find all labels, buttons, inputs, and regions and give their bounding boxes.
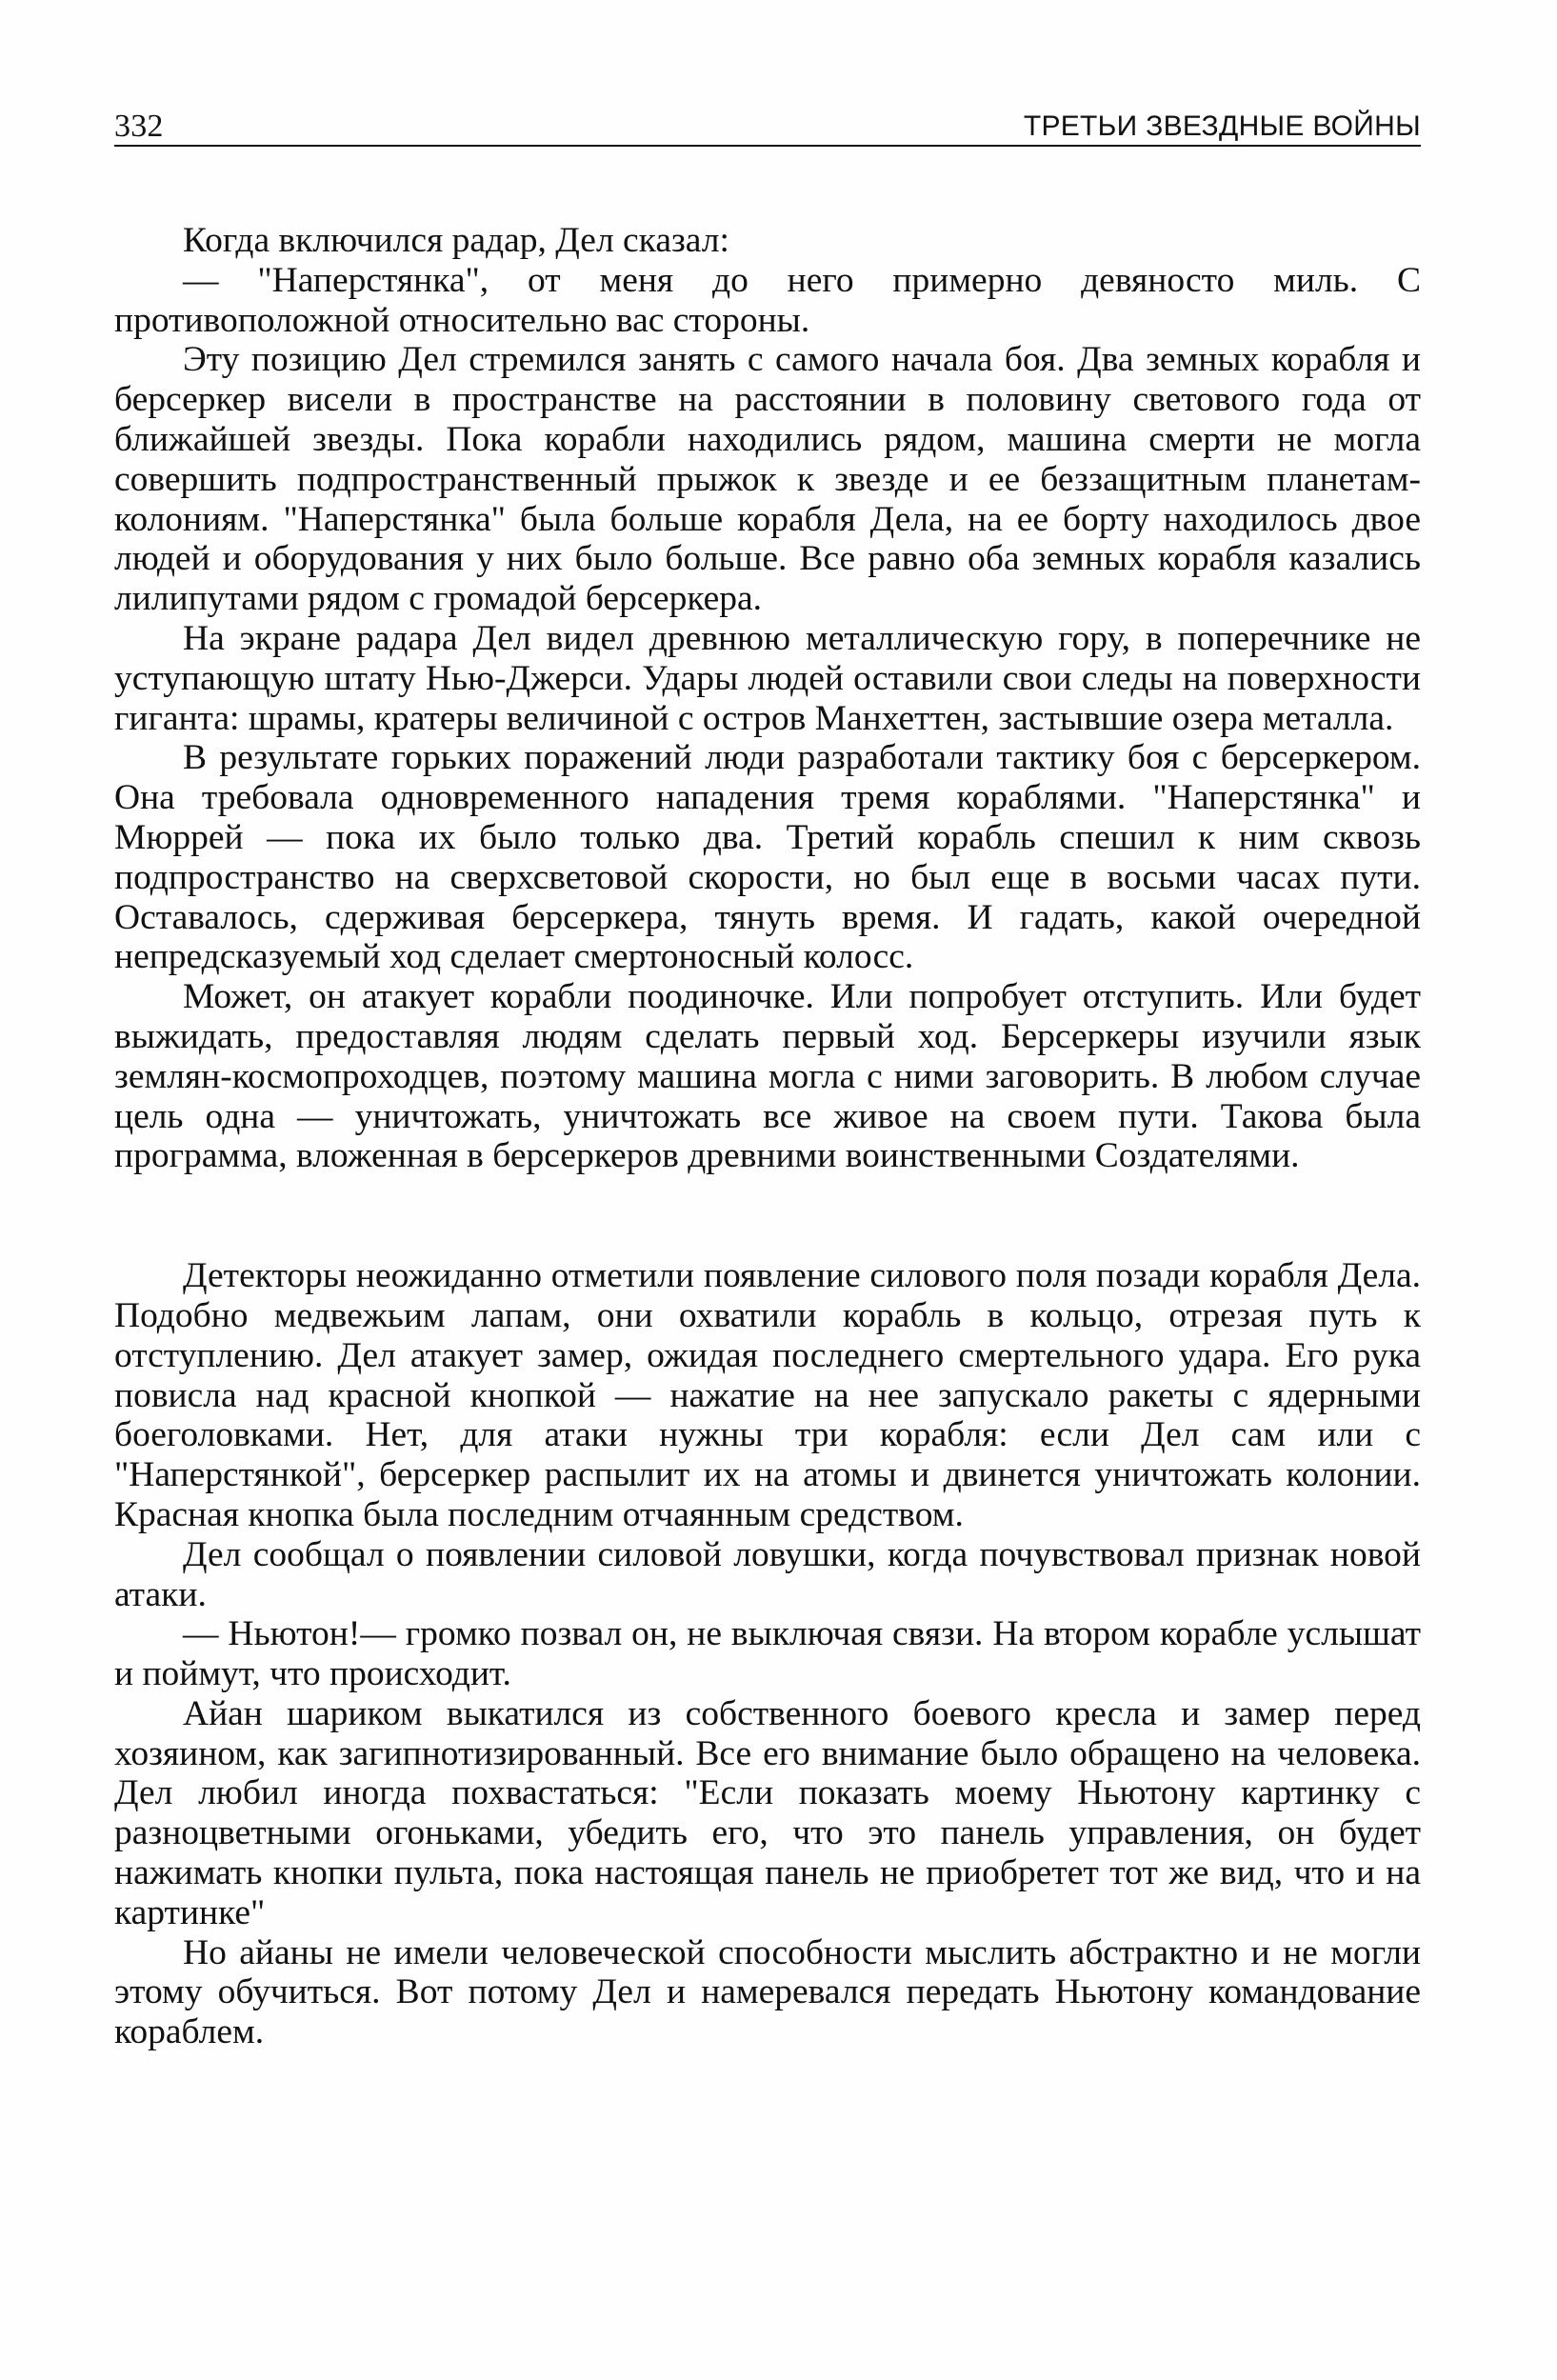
paragraph: Но айаны не имели человеческой способности мыслить абстрактно и не могли этому обучиться. Вот потому Дел и намеревался передать Ньютону командование кораблем. [114, 1932, 1421, 2052]
page-number: 332 [114, 109, 164, 144]
paragraph: Айан шариком выкатился из собственного боевого кресла и замер перед хозяином, как загипнотизированный. Все его внимание было обращено на человека. Дел любил иногда похвастаться: "Если показать моему Ньютону картинку с разноцветными огоньками, убедить его, что это панель управления, он будет нажимать кнопки пульта, пока настоящая панель не приобретет тот же вид, что и на картинке" [114, 1693, 1421, 1932]
paragraph: Детекторы неожиданно отметили появление силового поля позади корабля Дела. Подобно медвежьим лапам, они охватили корабль в кольцо, отрезая путь к отступлению. Дел атакует замер, ожидая последнего смертельного удара. Его рука повисла над красной кнопкой — нажатие на нее запускало ракеты с ядерными боеголовками. Нет, для атаки нужны три корабля: если Дел сам или с "Наперстянкой", берсеркер распылит их на атомы и двинется уничтожать колонии. Красная кнопка была последним отчаянным средством. [114, 1256, 1421, 1534]
paragraph: Дел сообщал о появлении силовой ловушки, когда почувствовал признак новой атаки. [114, 1534, 1421, 1614]
body-text [114, 221, 1421, 2052]
paragraph: Может, он атакует корабли поодиночке. Или попробует отступить. Или будет выжидать, предоставляя людям сделать первый ход. Берсеркеры изучили язык землян-космопроходцев, поэтому машина могла с ними заговорить. В любом случае цель одна — уничтожать, уничтожать все живое на своем пути. Такова была программа, вложенная в берсеркеров древними воинственными Создателями. [114, 977, 1421, 1176]
section-break [114, 1176, 1421, 1256]
paragraph: Эту позицию Дел стремился занять с самого начала боя. Два земных корабля и берсеркер висели в пространстве на расстоянии в половину светового года от ближайшей звезды. Пока корабли находились рядом, машина смерти не могла совершить подпространственный прыжок к звезде и ее беззащитным планетам-колониям. "Наперстянка" была больше корабля Дела, на ее борту находилось двое людей и оборудования у них было больше. Все равно оба земных корабля казались лилипутами рядом с громадой берсеркера. [114, 340, 1421, 619]
running-header [114, 101, 1421, 147]
paragraph: — Ньютон!— громко позвал он, не выключая связи. На втором корабле услышат и поймут, что происходит. [114, 1614, 1421, 1694]
paragraph: В результате горьких поражений люди разработали тактику боя с берсеркером. Она требовала одновременного нападения тремя кораблями. "Наперстянка" и Мюррей — пока их было только два. Третий корабль спешил к ним сквозь подпространство на сверхсветовой скорости, но был еще в восьми часах пути. Оставалось, сдерживая берсеркера, тянуть время. И гадать, какой очередной непредсказуемый ход сделает смертоносный колосс. [114, 738, 1421, 977]
paragraph: Когда включился радар, Дел сказал: [183, 221, 729, 260]
paragraph: — "Наперстянка", от меня до него примерно девяносто миль. С противоположной относительно вас стороны. [114, 260, 1421, 340]
paragraph: На экране радара Дел видел древнюю металлическую гору, в поперечнике не уступающую штату Нью-Джерси. Удары людей оставили свои следы на поверхности гиганта: шрамы, кратеры величиной с остров Манхеттен, застывшие озера металла. [114, 618, 1421, 738]
book-title: ТРЕТЬИ ЗВЕЗДНЫЕ ВОЙНЫ [1023, 110, 1421, 142]
